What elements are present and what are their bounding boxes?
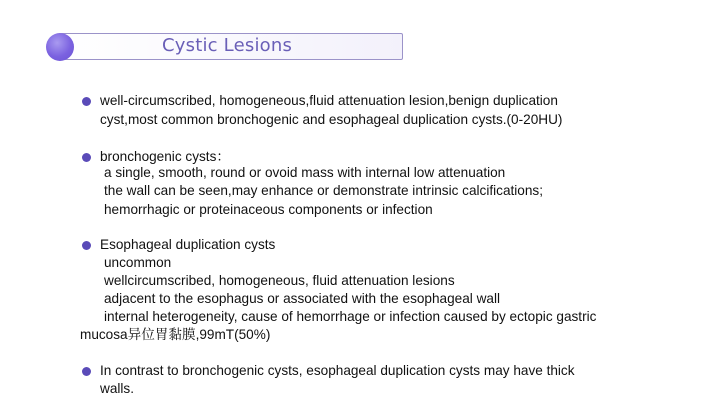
text-line: well-circumscribed, homogeneous,fluid attenuation lesion,benign duplication	[100, 93, 558, 108]
text-line: adjacent to the esophagus or associated with the esophageal wall	[104, 291, 500, 306]
bullet-icon	[82, 97, 91, 106]
text-line: hemorrhagic or proteinaceous components or infection	[104, 202, 433, 217]
text-line: In contrast to bronchogenic cysts, esophageal duplication cysts may have thick	[100, 363, 575, 378]
text-line: uncommon	[104, 255, 172, 270]
text-line: internal heterogeneity, cause of hemorrhage or infection caused by ectopic gastric	[104, 309, 597, 324]
text-line: bronchogenic cysts：	[100, 149, 230, 164]
bullet-icon	[82, 367, 91, 376]
text-line: wellcircumscribed, homogeneous, fluid attenuation lesions	[104, 273, 455, 288]
bullet-icon	[82, 153, 91, 162]
text-line: mucosa异位胃黏膜,99mT(50%)	[80, 327, 271, 342]
slide-title: Cystic Lesions	[162, 35, 293, 56]
text-line: Esophageal duplication cysts	[100, 237, 276, 252]
text-line: cyst,most common bronchogenic and esophageal duplication cysts.(0-20HU)	[100, 112, 563, 127]
text-line: walls.	[100, 381, 134, 396]
text-line: the wall can be seen,may enhance or demonstrate intrinsic calcifications;	[104, 183, 544, 198]
text-line: a single, smooth, round or ovoid mass with internal low attenuation	[104, 165, 506, 180]
bullet-icon	[82, 241, 91, 250]
